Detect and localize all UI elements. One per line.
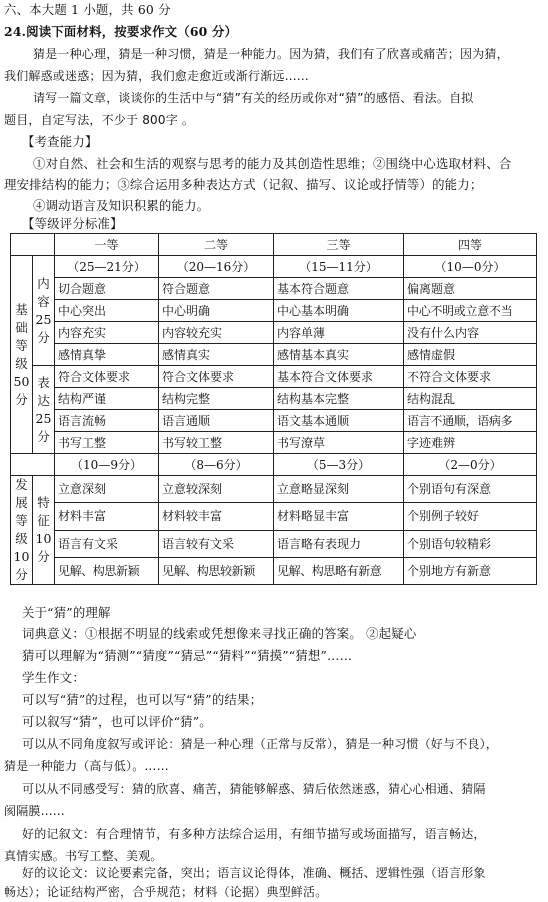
development-range-row xyxy=(11,454,537,476)
feelings-line-1: 可以从不同感受写：猜的欣喜、痛苦，猜能够解惑、猜后依然迷惑，猜心心相通、猜隔 xyxy=(22,782,486,796)
table-cell: 感情真实 xyxy=(159,344,274,366)
range-cell: （2—0分） xyxy=(404,454,537,476)
blank-cell xyxy=(11,454,55,476)
table-row xyxy=(11,300,537,322)
table-cell: 个别语句较精彩 xyxy=(404,530,537,557)
table-row xyxy=(11,322,537,344)
grade-1-header: 一等 xyxy=(55,234,159,256)
table-cell: 内容较充实 xyxy=(159,322,274,344)
table-cell: 立意深刻 xyxy=(55,476,159,503)
corner-cell xyxy=(11,234,55,256)
table-cell: 书写潦草 xyxy=(274,432,404,454)
development-level-label: 发展等级10分 xyxy=(11,476,33,585)
table-cell: 符合题意 xyxy=(159,278,274,300)
understanding-title: 关于“猜”的理解 xyxy=(22,605,111,620)
content-range-row xyxy=(11,256,537,278)
argument-line-2: 畅达）；论证结构严密，合乎规范；材料（论据）典型鲜活。 xyxy=(4,885,328,899)
content-label: 内容25分 xyxy=(33,256,55,366)
table-cell: 语言流畅 xyxy=(55,410,159,432)
ability-line-1: ①对自然、社会和生活的观察与思考的能力及其创造性思维；②围绕中心选取材料、合 xyxy=(33,156,512,171)
table-cell: 中心基本明确 xyxy=(274,300,404,322)
material-line-2: 我们解惑或迷惑；因为猜，我们愈走愈近或渐行渐远…… xyxy=(4,69,310,83)
table-cell: 书写工整 xyxy=(55,432,159,454)
table-cell: 语言略有表现力 xyxy=(274,530,404,557)
table-cell: 语言不通顺，语病多 xyxy=(404,410,537,432)
table-cell: 切合题意 xyxy=(55,278,159,300)
requirement-line-2: 题目，自定写法，不少于 800字 。 xyxy=(4,113,195,127)
table-cell: 结构混乱 xyxy=(404,388,537,410)
narrative-line-2: 真情实感。书写工整、美观。 xyxy=(4,849,163,863)
ability-line-2: 理安排结构的能力；③综合运用多种表达方式（记叙、描写、议论或抒情等）的能力； xyxy=(4,177,483,192)
table-cell: 语言较有文采 xyxy=(159,530,274,557)
table-row xyxy=(11,388,537,410)
student-line-2: 可以叙写“猜”，也可以评价“猜”。 xyxy=(22,714,212,729)
table-row xyxy=(11,476,537,503)
narrative-line-1: 好的记叙文：有合理情节，有多种方法综合运用，有细节描写或场面描写，语言畅达， xyxy=(22,827,486,841)
table-cell: 内容单薄 xyxy=(274,322,404,344)
grading-table xyxy=(10,233,537,585)
table-cell: 偏离题意 xyxy=(404,278,537,300)
range-cell: （10—9分） xyxy=(55,454,159,476)
table-cell: 基本符合题意 xyxy=(274,278,404,300)
table-cell: 材料略显丰富 xyxy=(274,503,404,530)
table-cell: 感情基本真实 xyxy=(274,344,404,366)
feelings-line-2: 阂隔膜…… xyxy=(4,804,66,818)
range-cell: （15—11分） xyxy=(274,256,404,278)
table-row xyxy=(11,432,537,454)
basic-level-label: 基础等级50分 xyxy=(11,256,33,454)
grading-title: 【等级评分标准】 xyxy=(22,216,123,231)
table-cell: 立意略显深刻 xyxy=(274,476,404,503)
argument-line-1: 好的议论文：议论要素完备，突出；语言议论得体，准确、概括、逻辑性强（语言形象 xyxy=(22,866,486,880)
table-row xyxy=(11,557,537,584)
table-cell: 个别语句有深意 xyxy=(404,476,537,503)
table-cell: 语文基本通顺 xyxy=(274,410,404,432)
material-line-1: 猜是一种心理，猜是一种习惯，猜是一种能力。因为猜，我们有了欣喜或痛苦；因为猜， xyxy=(33,47,509,61)
grade-2-header: 二等 xyxy=(159,234,274,256)
student-title: 学生作文： xyxy=(22,670,85,685)
table-cell: 结构严谨 xyxy=(55,388,159,410)
range-cell: （10—0分） xyxy=(404,256,537,278)
dictionary-meaning: 词典意义：①根据不明显的线索或凭想像来寻找正确的答案。 ②起疑心 xyxy=(22,626,417,641)
table-cell: 个别例子较好 xyxy=(404,503,537,530)
range-cell: （25—21分） xyxy=(55,256,159,278)
table-cell: 中心明确 xyxy=(159,300,274,322)
range-cell: （5—3分） xyxy=(274,454,404,476)
table-cell: 结构完整 xyxy=(159,388,274,410)
table-cell: 字迹难辨 xyxy=(404,432,537,454)
question-heading: 24.阅读下面材料，按要求作文（60 分） xyxy=(4,24,238,39)
requirement-line-1: 请写一篇文章，谈谈你的生活中与“猜”有关的经历或你对“猜”的感悟、看法。自拟 xyxy=(33,91,474,105)
ability-line-3: ④调动语言及知识积累的能力。 xyxy=(33,198,210,213)
table-row xyxy=(11,366,537,388)
table-cell: 中心突出 xyxy=(55,300,159,322)
table-cell: 结构基本完整 xyxy=(274,388,404,410)
grade-4-header: 四等 xyxy=(404,234,537,256)
student-line-1: 可以写“猜”的过程，也可以写“猜”的结果； xyxy=(22,692,263,707)
table-row xyxy=(11,344,537,366)
table-cell: 语言有文采 xyxy=(55,530,159,557)
table-cell: 立意较深刻 xyxy=(159,476,274,503)
ability-title: 【考查能力】 xyxy=(22,134,98,149)
table-cell: 不符合文体要求 xyxy=(404,366,537,388)
table-cell: 感情虚假 xyxy=(404,344,537,366)
table-cell: 书写较工整 xyxy=(159,432,274,454)
table-cell: 没有什么内容 xyxy=(404,322,537,344)
feature-label: 特征10分 xyxy=(33,476,55,585)
table-cell: 见解、构思较新颖 xyxy=(159,557,274,584)
table-cell: 材料丰富 xyxy=(55,503,159,530)
grade-header-row xyxy=(11,234,537,256)
table-cell: 语言通顺 xyxy=(159,410,274,432)
expression-label: 表达25分 xyxy=(33,366,55,454)
table-row xyxy=(11,530,537,557)
section-title: 六、本大题 1 小题，共 60 分 xyxy=(4,2,171,17)
table-row xyxy=(11,410,537,432)
table-cell: 见解、构思新颖 xyxy=(55,557,159,584)
angles-line-1: 可以从不同角度叙写或评论：猜是一种心理（正常与反常），猜是一种习惯（好与不良）， xyxy=(22,737,499,751)
table-cell: 符合文体要求 xyxy=(55,366,159,388)
range-cell: （20—16分） xyxy=(159,256,274,278)
table-cell: 内容充实 xyxy=(55,322,159,344)
table-cell: 个别地方有新意 xyxy=(404,557,537,584)
table-row xyxy=(11,278,537,300)
table-cell: 感情真挚 xyxy=(55,344,159,366)
understood-as: 猜可以理解为“猜测”“猜度”“猜忌”“猜料”“猜摸”“猜想”…… xyxy=(22,648,353,663)
table-row xyxy=(11,503,537,530)
grade-3-header: 三等 xyxy=(274,234,404,256)
table-cell: 材料较丰富 xyxy=(159,503,274,530)
table-cell: 符合文体要求 xyxy=(159,366,274,388)
table-cell: 见解、构思略有新意 xyxy=(274,557,404,584)
table-cell: 基本符合文体要求 xyxy=(274,366,404,388)
range-cell: （8—6分） xyxy=(159,454,274,476)
angles-line-2: 猜是一种能力（高与低）。…… xyxy=(4,759,169,773)
table-cell: 中心不明或立意不当 xyxy=(404,300,537,322)
